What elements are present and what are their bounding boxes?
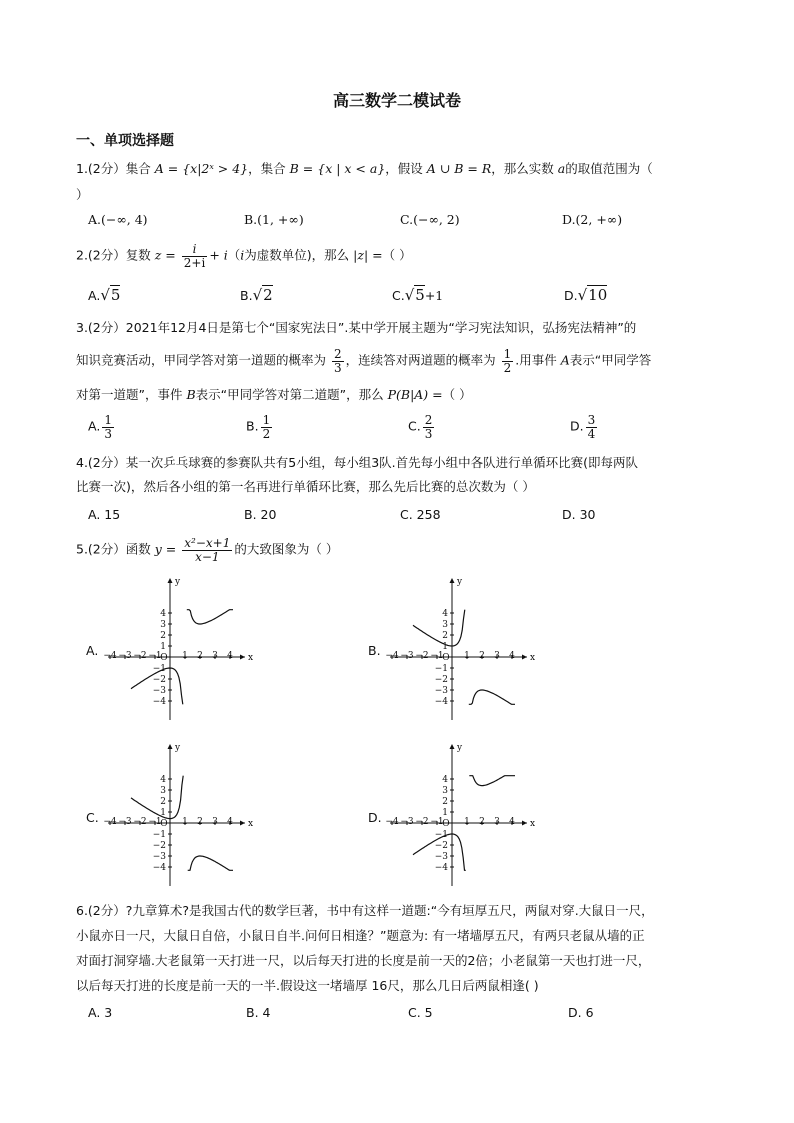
- q3-option-d[interactable]: [570, 414, 599, 440]
- q3-option-b[interactable]: [246, 414, 274, 440]
- q3-option-a-num: 1: [104, 413, 112, 427]
- function-curve-1: [131, 776, 183, 819]
- x-axis-arrow: [522, 655, 527, 660]
- function-curve-2: [469, 690, 515, 704]
- origin-label: O: [442, 819, 450, 829]
- x-tick-label: 3: [212, 651, 218, 661]
- x-tick-label: 4: [227, 817, 233, 827]
- x-tick-label: −3: [400, 651, 414, 661]
- x-tick-label: −3: [400, 817, 414, 827]
- q3-option-d-num: 3: [587, 413, 596, 427]
- q3-option-a-label: A.: [88, 418, 101, 434]
- x-tick-label: 1: [182, 817, 188, 827]
- q5-y: y =: [154, 541, 177, 557]
- q2-z: z =: [154, 247, 176, 263]
- y-axis-label: y: [457, 577, 463, 587]
- x-axis-label: x: [530, 653, 536, 663]
- q1-tail2: 的取值范围为（: [565, 161, 653, 176]
- q3-option-a-frac: [102, 414, 114, 440]
- y-tick-label: 1: [442, 642, 448, 652]
- function-curve-1: [187, 610, 233, 624]
- sqrt-icon: √5: [100, 286, 121, 304]
- q2-blank: （ ）: [382, 247, 412, 263]
- x-tick-label: 4: [509, 817, 515, 827]
- y-tick-label: −1: [434, 830, 448, 840]
- q3-line-3a: 对第一道题”，事件: [76, 387, 183, 402]
- origin-label: O: [160, 653, 168, 663]
- y-tick-label: 3: [160, 620, 166, 630]
- q1-mid2: ，假设: [385, 161, 423, 176]
- q5-frac-num: x²−x+1: [184, 536, 231, 550]
- q2-option-c-radicand: 5: [415, 286, 425, 304]
- x-tick-label: 2: [197, 651, 203, 661]
- q2-option-b-radicand: 2: [263, 286, 273, 304]
- q1-option-b[interactable]: B.(1, +∞): [244, 212, 304, 227]
- x-tick-label: −4: [385, 817, 399, 827]
- x-tick-label: −2: [415, 817, 429, 827]
- q2-i-var: i: [240, 247, 245, 263]
- x-tick-label: 3: [494, 817, 500, 827]
- origin-label: O: [442, 653, 450, 663]
- q3-prob-1: [332, 348, 344, 374]
- q5-option-d-label[interactable]: D.: [368, 810, 382, 825]
- q6-line-3: 对面打洞穿墙.大老鼠第一天打进一尺，以后每天打进的长度是前一天的2倍；小老鼠第一天也打进一尺，: [76, 953, 651, 968]
- y-tick-label: −4: [434, 697, 448, 707]
- x-tick-label: −3: [118, 817, 132, 827]
- q5-tail: 的大致图象为（ ）: [234, 541, 339, 557]
- q3-line-1: 3.(2分）2021年12月4日是第七个“国家宪法日”.某中学开展主题为“学习宪法知识，弘扬宪法精神”的: [76, 320, 637, 335]
- q4-option-a[interactable]: A. 15: [88, 507, 121, 522]
- q2-paren: （: [227, 247, 241, 263]
- q2-option-c[interactable]: [392, 286, 443, 304]
- q3-blank: （ ）: [442, 387, 472, 402]
- q6-option-d[interactable]: D. 6: [568, 1005, 594, 1020]
- y-axis-arrow: [168, 744, 173, 749]
- q4-option-c[interactable]: C. 258: [400, 507, 441, 522]
- x-tick-label: −2: [415, 651, 429, 661]
- x-tick-label: 4: [227, 651, 233, 661]
- y-tick-label: −1: [152, 664, 166, 674]
- x-tick-label: 4: [509, 651, 515, 661]
- y-tick-label: −3: [434, 686, 448, 696]
- q3-option-c[interactable]: [408, 414, 436, 440]
- q3-prob-2: [502, 348, 514, 374]
- function-curve-2: [188, 856, 233, 870]
- q3-option-b-num: 1: [262, 413, 271, 427]
- y-tick-label: 3: [160, 786, 166, 796]
- q2-prefix: 2.(2分）复数: [76, 247, 151, 263]
- page-title: 高三数学二模试卷: [332, 91, 461, 110]
- x-tick-label: −4: [103, 651, 117, 661]
- q6-option-b[interactable]: B. 4: [246, 1005, 271, 1020]
- q3-prob-2-num: 1: [503, 347, 512, 361]
- q6-option-a[interactable]: A. 3: [88, 1005, 113, 1020]
- y-tick-label: −2: [152, 675, 166, 685]
- function-curve-1: [469, 776, 515, 786]
- x-tick-label: 2: [479, 651, 485, 661]
- sqrt-icon: √5: [404, 286, 425, 304]
- y-tick-label: −4: [152, 863, 166, 873]
- y-axis-arrow: [168, 578, 173, 583]
- y-tick-label: −3: [152, 852, 166, 862]
- q3-option-a[interactable]: [88, 414, 116, 440]
- x-axis-label: x: [530, 819, 536, 829]
- q3-line-3: [76, 389, 472, 402]
- q1-option-c[interactable]: C.(−∞, 2): [400, 212, 460, 227]
- x-tick-label: −1: [430, 817, 444, 827]
- q3-option-b-den: 2: [262, 426, 271, 441]
- q1-prefix: 1.(2分）集合: [76, 161, 151, 176]
- q3-event-a: A: [560, 352, 570, 368]
- question-1: [76, 163, 653, 176]
- q1-mid: ，集合: [248, 161, 286, 176]
- q6-line-2: 小鼠亦日一尺，大鼠日自倍，小鼠日自半.问何日相逢？”题意为: 有一堵墙厚五尺，有两只老鼠从墙的正: [76, 928, 645, 943]
- y-tick-label: 4: [442, 775, 448, 785]
- x-tick-label: 1: [182, 651, 188, 661]
- q2-desc: 为虚数单位)，那么: [244, 247, 350, 263]
- y-tick-label: 4: [160, 775, 166, 785]
- q2-frac-den: 2+i: [183, 255, 206, 270]
- q2-abs-z: |z| =: [353, 247, 383, 263]
- q2-fraction: [182, 243, 208, 269]
- x-tick-label: −4: [385, 651, 399, 661]
- q1-tail: ，那么实数: [491, 161, 554, 176]
- q2-option-a-label: A.: [88, 288, 101, 303]
- y-tick-label: −1: [434, 664, 448, 674]
- y-tick-label: −1: [152, 830, 166, 840]
- q2-option-d-label: D.: [564, 288, 578, 303]
- q2-frac-num: i: [182, 243, 208, 257]
- q5-prefix: 5.(2分）函数: [76, 541, 151, 557]
- x-axis-arrow: [240, 821, 245, 826]
- y-tick-label: 2: [160, 797, 166, 807]
- q5-graph-b[interactable]: [382, 574, 542, 724]
- q4-line-1: 4.(2分）某一次乒乓球赛的参赛队共有5小组，每小组3队.首先每小组中各队进行单循环比赛(即每两队: [76, 455, 639, 470]
- q3-option-c-den: 3: [424, 426, 433, 441]
- q5-graph-a[interactable]: [100, 574, 260, 724]
- q1-condition: A ∪ B = R: [426, 161, 492, 176]
- q2-option-c-label: C.: [392, 288, 405, 303]
- sqrt-icon: √10: [577, 286, 608, 304]
- q1-option-a[interactable]: A.(−∞, 4): [88, 212, 148, 227]
- q3-option-c-label: C.: [408, 418, 421, 434]
- q3-line-2c: .用事件: [515, 352, 557, 368]
- q2-option-b-label: B.: [240, 288, 253, 303]
- x-axis-label: x: [248, 653, 254, 663]
- q3-line-2a: 知识竞赛活动，甲同学答对第一道题的概率为: [76, 352, 327, 368]
- q5-fraction: [182, 537, 232, 563]
- q2-option-d[interactable]: [564, 286, 607, 304]
- q3-option-d-label: D.: [570, 418, 584, 434]
- q4-line-2: 比赛一次)，然后各小组的第一名再进行单循环比赛，那么先后比赛的总次数为（ ）: [76, 479, 535, 494]
- x-axis-arrow: [240, 655, 245, 660]
- x-tick-label: 3: [494, 651, 500, 661]
- sqrt-icon: √2: [252, 286, 273, 304]
- q3-line-2d: 表示“甲同学答: [569, 352, 652, 368]
- x-axis-arrow: [522, 821, 527, 826]
- x-axis-label: x: [248, 819, 254, 829]
- q3-option-a-den: 3: [104, 426, 112, 441]
- q1-close: ）: [76, 187, 89, 202]
- q3-conditional: P(B|A) =: [387, 387, 443, 402]
- q5-graph-d[interactable]: [382, 740, 542, 890]
- y-axis-arrow: [450, 578, 455, 583]
- q3-option-b-frac: [261, 414, 273, 440]
- q1-set-a: A = {x|2ˣ > 4}: [154, 161, 249, 176]
- y-axis-label: y: [457, 743, 463, 753]
- q3-option-c-num: 2: [424, 413, 433, 427]
- y-tick-label: −2: [152, 841, 166, 851]
- q5-option-c-label[interactable]: C.: [86, 810, 99, 825]
- x-tick-label: −1: [430, 651, 444, 661]
- q5-graph-c[interactable]: [100, 740, 260, 890]
- q1-option-d[interactable]: D.(2, +∞): [562, 212, 623, 227]
- origin-label: O: [160, 819, 168, 829]
- q3-prob-1-den: 3: [334, 360, 342, 375]
- q2-option-b[interactable]: [240, 286, 273, 304]
- y-tick-label: 1: [160, 808, 166, 818]
- x-tick-label: −1: [148, 817, 162, 827]
- q6-line-4: 以后每天打进的长度是前一天的一半.假设这一堵墙厚 16尺，那么几日后两鼠相逢( ): [76, 978, 539, 993]
- x-tick-label: 1: [464, 817, 470, 827]
- section-heading: 一、单项选择题: [76, 133, 174, 149]
- q3-line-3b: 表示“甲同学答对第二道题”，那么: [195, 387, 384, 402]
- q2-option-d-radicand: 10: [588, 286, 608, 304]
- q5-option-a-label[interactable]: A.: [86, 643, 99, 658]
- q3-option-c-frac: [423, 414, 435, 440]
- question-2: [76, 243, 412, 269]
- q3-event-b: B: [186, 387, 196, 402]
- q5-frac-den: x−1: [195, 549, 220, 564]
- y-tick-label: −3: [152, 686, 166, 696]
- q3-line-2b: ，连续答对两道题的概率为: [345, 352, 496, 368]
- x-tick-label: 1: [464, 651, 470, 661]
- q6-option-c[interactable]: C. 5: [408, 1005, 433, 1020]
- x-tick-label: −3: [118, 651, 132, 661]
- question-5: [76, 537, 338, 563]
- x-tick-label: 2: [197, 817, 203, 827]
- q3-option-b-label: B.: [246, 418, 259, 434]
- x-tick-label: −1: [148, 651, 162, 661]
- y-tick-label: 2: [442, 797, 448, 807]
- y-tick-label: −4: [434, 863, 448, 873]
- y-tick-label: −3: [434, 852, 448, 862]
- y-axis-arrow: [450, 744, 455, 749]
- q1-set-b: B = {x | x < a}: [289, 161, 386, 176]
- y-tick-label: 4: [442, 609, 448, 619]
- y-tick-label: 3: [442, 786, 448, 796]
- x-tick-label: 2: [479, 817, 485, 827]
- x-tick-label: −2: [133, 817, 147, 827]
- y-tick-label: −2: [434, 841, 448, 851]
- y-tick-label: 4: [160, 609, 166, 619]
- q2-option-c-tail: +1: [424, 288, 444, 303]
- q3-option-d-frac: [586, 414, 598, 440]
- y-axis-label: y: [175, 577, 181, 587]
- q5-option-b-label[interactable]: B.: [368, 643, 381, 658]
- x-tick-label: −2: [133, 651, 147, 661]
- q3-prob-2-den: 2: [503, 360, 512, 375]
- q6-line-1: 6.(2分）?九章算术?是我国古代的数学巨著，书中有这样一道题:“今有垣厚五尺，两鼠对穿.大鼠日一尺，: [76, 903, 654, 918]
- q4-option-d[interactable]: D. 30: [562, 507, 596, 522]
- y-tick-label: −2: [434, 675, 448, 685]
- x-tick-label: −4: [103, 817, 117, 827]
- y-tick-label: 3: [442, 620, 448, 630]
- q3-line-2: [76, 348, 651, 374]
- y-axis-label: y: [175, 743, 181, 753]
- q3-prob-1-num: 2: [334, 347, 342, 361]
- q3-option-d-den: 4: [587, 426, 596, 441]
- q2-plus-i: + i: [209, 247, 228, 263]
- q4-option-b[interactable]: B. 20: [244, 507, 277, 522]
- y-tick-label: 2: [442, 631, 448, 641]
- function-curve-1: [413, 610, 465, 646]
- y-tick-label: 1: [160, 642, 166, 652]
- q2-option-a[interactable]: [88, 286, 120, 304]
- y-tick-label: −4: [152, 697, 166, 707]
- y-tick-label: 2: [160, 631, 166, 641]
- q2-option-a-radicand: 5: [110, 286, 121, 304]
- q1-var: a: [557, 161, 566, 176]
- y-tick-label: 1: [442, 808, 448, 818]
- x-tick-label: 3: [212, 817, 218, 827]
